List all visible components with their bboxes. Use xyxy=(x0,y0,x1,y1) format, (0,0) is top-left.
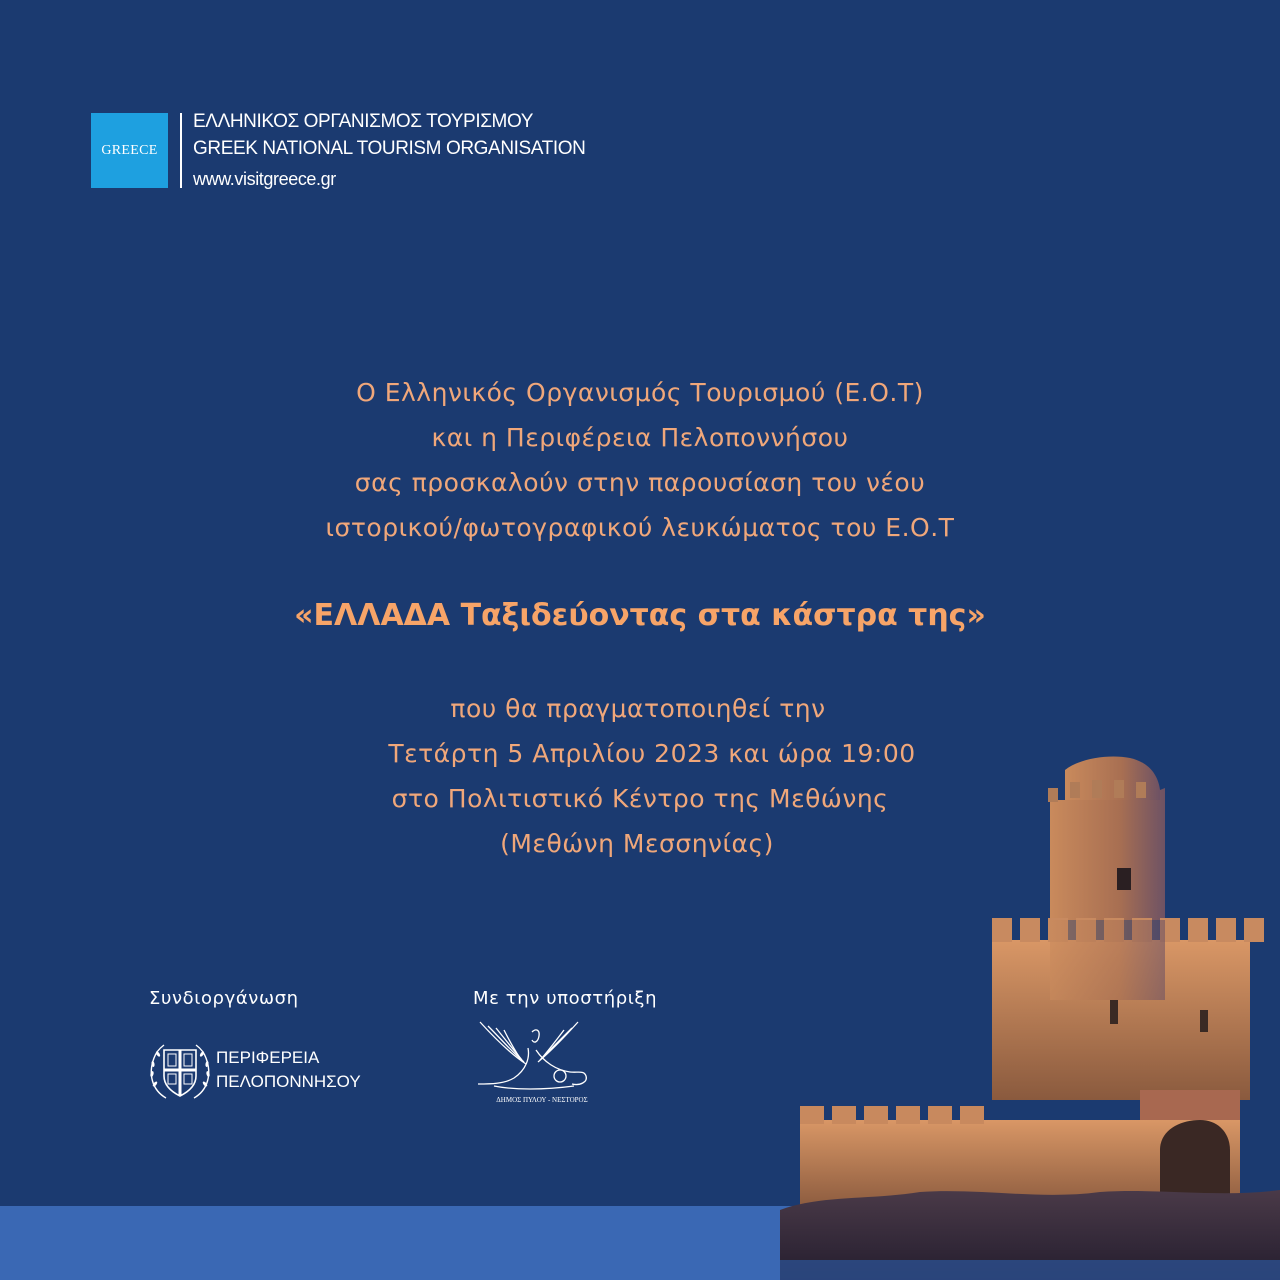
municipality-caption: ΔΗΜΟΣ ΠΥΛΟΥ - ΝΕΣΤΟΡΟΣ xyxy=(496,1096,588,1104)
region-emblem-icon xyxy=(146,1040,214,1104)
invite-line-2: και η Περιφέρεια Πελοποννήσου xyxy=(431,423,849,452)
album-title: «ΕΛΛΑΔΑ Ταξιδεύοντας στα κάστρα της» xyxy=(294,598,986,633)
support-label: Με την υποστήριξη xyxy=(473,988,658,1009)
org-name-greek: ΕΛΛΗΝΙΚΟΣ ΟΡΓΑΝΙΣΜΟΣ ΤΟΥΡΙΣΜΟΥ xyxy=(193,111,534,132)
sphinx-emblem-icon xyxy=(474,1018,610,1096)
logo-text: GREECE xyxy=(101,142,158,158)
org-website: www.visitgreece.gr xyxy=(193,169,336,189)
region-name-line-1: ΠΕΡΙΦΕΡΕΙΑ xyxy=(216,1048,320,1067)
castle-illustration xyxy=(780,740,1280,1280)
detail-line-1: που θα πραγματοποιηθεί την xyxy=(450,694,826,723)
greece-logo xyxy=(91,113,168,188)
logo-divider xyxy=(180,113,182,188)
region-name-line-2: ΠΕΛΟΠΟΝΝΗΣΟΥ xyxy=(216,1072,361,1091)
invite-line-4: ιστορικού/φωτογραφικού λευκώματος του Ε.Ο.Τ xyxy=(325,513,955,542)
invite-line-3: σας προσκαλούν στην παρουσίαση του νέου xyxy=(354,468,926,497)
org-name-english: GREEK NATIONAL TOURISM ORGANISATION xyxy=(193,138,586,159)
coorganizer-label: Συνδιοργάνωση xyxy=(149,988,299,1009)
invite-line-1: Ο Ελληνικός Οργανισμός Τουρισμού (Ε.Ο.Τ) xyxy=(356,378,924,407)
detail-date: Τετάρτη 5 Απριλίου 2023 και ώρα 19:00 xyxy=(388,739,916,768)
detail-venue: στο Πολιτιστικό Κέντρο της Μεθώνης xyxy=(391,784,889,813)
detail-location: (Μεθώνη Μεσσηνίας) xyxy=(500,829,774,858)
